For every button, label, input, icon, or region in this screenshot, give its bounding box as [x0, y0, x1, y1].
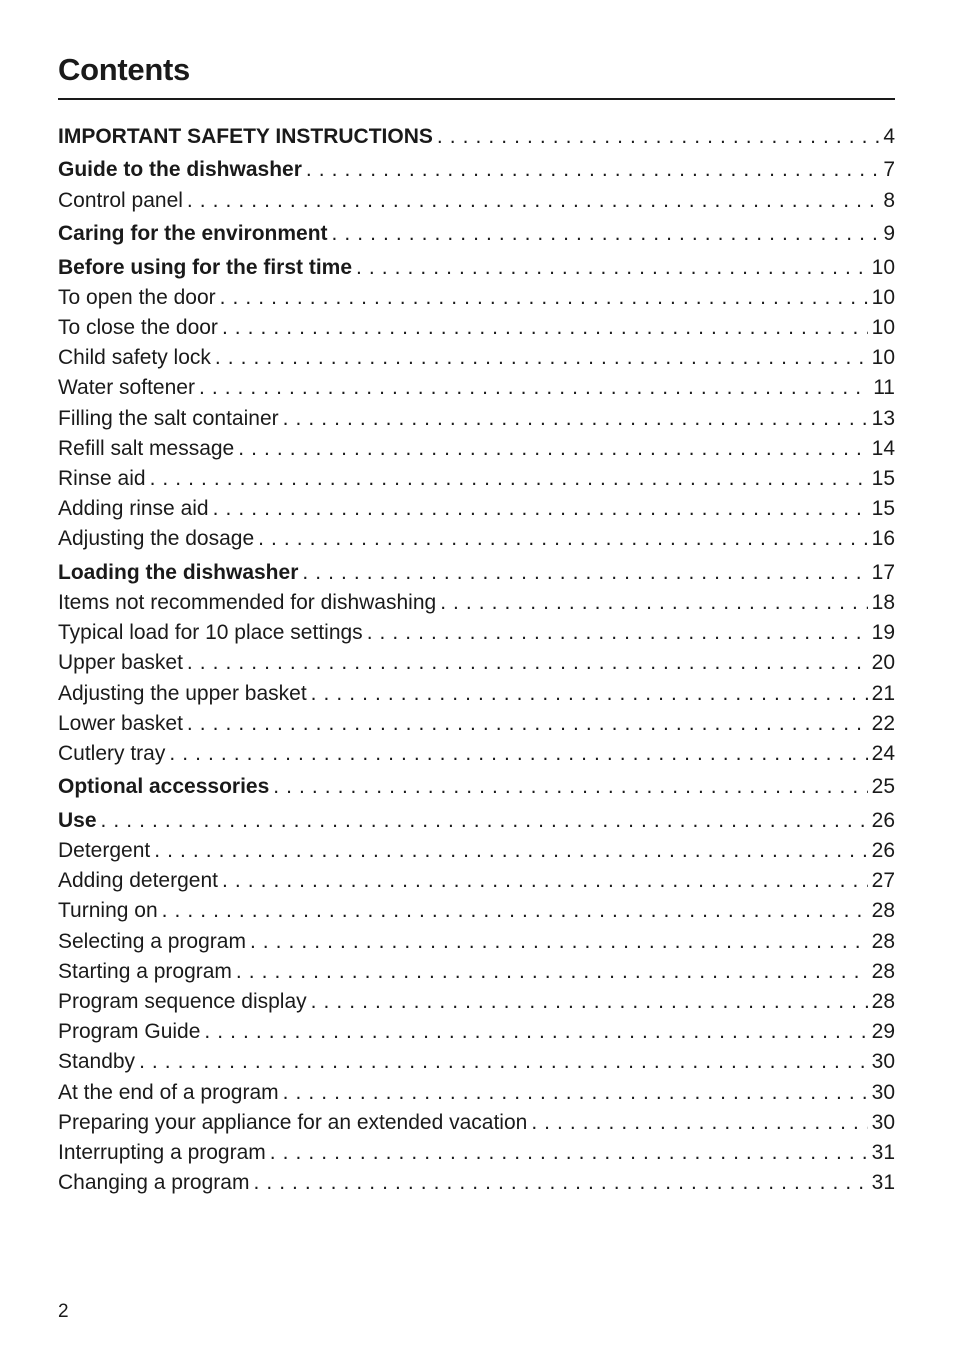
toc-entry-page: 28 — [868, 927, 895, 957]
dot-leader — [220, 283, 868, 313]
toc-entry[interactable] — [58, 1168, 895, 1198]
title-divider — [58, 98, 895, 100]
toc-entry-label: Guide to the dishwasher — [58, 155, 306, 185]
toc-entry-label: At the end of a program — [58, 1078, 283, 1108]
toc-entry[interactable] — [58, 1047, 895, 1077]
toc-entry-page: 26 — [868, 806, 895, 836]
dot-leader — [250, 927, 868, 957]
toc-entry-label: Items not recommended for dishwashing — [58, 588, 440, 618]
toc-entry[interactable] — [58, 957, 895, 987]
toc-entry-label: Refill salt message — [58, 434, 238, 464]
toc-entry-page: 10 — [868, 283, 895, 313]
dot-leader — [367, 618, 868, 648]
toc-entry-page: 24 — [868, 739, 895, 769]
toc-entry[interactable] — [58, 618, 895, 648]
toc-entry-page: 15 — [868, 464, 895, 494]
toc-entry[interactable] — [58, 186, 895, 216]
toc-entry[interactable] — [58, 836, 895, 866]
dot-leader — [101, 806, 868, 836]
toc-entry-label: To close the door — [58, 313, 222, 343]
toc-entry-page: 22 — [868, 709, 895, 739]
toc-entry-label: Turning on — [58, 896, 162, 926]
toc-entry-label: Upper basket — [58, 648, 187, 678]
toc-entry[interactable] — [58, 1138, 895, 1168]
toc-entry-label: Optional accessories — [58, 772, 273, 802]
toc-section-entry[interactable] — [58, 253, 895, 283]
toc-entry-page: 15 — [868, 494, 895, 524]
toc-entry[interactable] — [58, 373, 895, 403]
toc-entry-page: 10 — [868, 343, 895, 373]
toc-entry[interactable] — [58, 987, 895, 1017]
dot-leader — [213, 494, 868, 524]
toc-entry-page: 7 — [879, 155, 895, 185]
dot-leader — [222, 313, 868, 343]
toc-entry-label: Adjusting the dosage — [58, 524, 258, 554]
dot-leader — [311, 987, 868, 1017]
dot-leader — [332, 219, 880, 249]
dot-leader — [187, 648, 868, 678]
toc-entry-page: 21 — [868, 679, 895, 709]
toc-entry[interactable] — [58, 283, 895, 313]
toc-entry-page: 11 — [869, 373, 895, 403]
dot-leader — [222, 866, 868, 896]
toc-section-entry[interactable] — [58, 772, 895, 802]
toc-entry-label: Selecting a program — [58, 927, 250, 957]
toc-entry-page: 29 — [868, 1017, 895, 1047]
toc-section-entry[interactable] — [58, 558, 895, 588]
toc-entry-page: 16 — [868, 524, 895, 554]
toc-entry-label: Caring for the environment — [58, 219, 332, 249]
toc-section-entry[interactable] — [58, 155, 895, 185]
toc-entry-page: 4 — [879, 122, 895, 152]
toc-section-entry[interactable] — [58, 122, 895, 152]
toc-entry-label: Rinse aid — [58, 464, 150, 494]
toc-entry[interactable] — [58, 1017, 895, 1047]
toc-entry[interactable] — [58, 434, 895, 464]
dot-leader — [311, 679, 868, 709]
dot-leader — [531, 1108, 867, 1138]
toc-entry-label: Interrupting a program — [58, 1138, 270, 1168]
dot-leader — [154, 836, 867, 866]
toc-entry-page: 20 — [868, 648, 895, 678]
toc-entry-page: 13 — [868, 404, 895, 434]
toc-entry-page: 9 — [879, 219, 895, 249]
toc-entry-page: 26 — [868, 836, 895, 866]
toc-entry[interactable] — [58, 709, 895, 739]
toc-entry[interactable] — [58, 343, 895, 373]
toc-entry-page: 14 — [868, 434, 895, 464]
toc-entry-label: To open the door — [58, 283, 220, 313]
toc-entry-label: Child safety lock — [58, 343, 215, 373]
toc-entry-label: Use — [58, 806, 101, 836]
toc-entry-label: Starting a program — [58, 957, 236, 987]
toc-entry-label: Before using for the first time — [58, 253, 356, 283]
toc-entry-label: Program sequence display — [58, 987, 311, 1017]
toc-entry[interactable] — [58, 404, 895, 434]
toc-entry-page: 8 — [879, 186, 895, 216]
dot-leader — [283, 1078, 868, 1108]
dot-leader — [187, 709, 868, 739]
toc-entry-label: Filling the salt container — [58, 404, 283, 434]
toc-entry-page: 30 — [868, 1047, 895, 1077]
toc-entry-page: 30 — [868, 1108, 895, 1138]
toc-entry[interactable] — [58, 588, 895, 618]
toc-entry-label: Standby — [58, 1047, 139, 1077]
toc-entry-label: Adjusting the upper basket — [58, 679, 311, 709]
toc-entry[interactable] — [58, 679, 895, 709]
toc-entry-label: Typical load for 10 place settings — [58, 618, 367, 648]
toc-entry-page: 28 — [868, 987, 895, 1017]
toc-entry[interactable] — [58, 648, 895, 678]
toc-entry-label: Loading the dishwasher — [58, 558, 302, 588]
dot-leader — [273, 772, 867, 802]
toc-entry[interactable] — [58, 739, 895, 769]
toc-entry[interactable] — [58, 313, 895, 343]
toc-entry-label: Control panel — [58, 186, 187, 216]
dot-leader — [356, 253, 868, 283]
toc-entry-page: 27 — [868, 866, 895, 896]
toc-entry-label: Preparing your appliance for an extended vacation — [58, 1108, 531, 1138]
dot-leader — [199, 373, 869, 403]
toc-entry[interactable] — [58, 1108, 895, 1138]
toc-entry[interactable] — [58, 464, 895, 494]
toc-entry[interactable] — [58, 494, 895, 524]
toc-entry-page: 25 — [868, 772, 895, 802]
dot-leader — [302, 558, 867, 588]
toc-entry-page: 30 — [868, 1078, 895, 1108]
dot-leader — [236, 957, 868, 987]
dot-leader — [169, 739, 867, 769]
dot-leader — [283, 404, 868, 434]
dot-leader — [306, 155, 879, 185]
toc-entry-label: IMPORTANT SAFETY INSTRUCTIONS — [58, 122, 437, 152]
dot-leader — [437, 122, 879, 152]
dot-leader — [238, 434, 867, 464]
page-number: 2 — [58, 1301, 69, 1322]
toc-entry-label: Program Guide — [58, 1017, 204, 1047]
toc-entry[interactable] — [58, 896, 895, 926]
toc-entry-page: 10 — [868, 253, 895, 283]
dot-leader — [253, 1168, 867, 1198]
dot-leader — [204, 1017, 867, 1047]
toc-entry[interactable] — [58, 866, 895, 896]
toc-entry-label: Water softener — [58, 373, 199, 403]
page-title: Contents — [58, 52, 190, 87]
toc-entry[interactable] — [58, 927, 895, 957]
toc-entry[interactable] — [58, 524, 895, 554]
toc-section-entry[interactable] — [58, 806, 895, 836]
toc-entry-label: Changing a program — [58, 1168, 253, 1198]
dot-leader — [258, 524, 867, 554]
toc-entry-label: Adding rinse aid — [58, 494, 213, 524]
toc-entry-page: 18 — [868, 588, 895, 618]
toc-entry-page: 10 — [868, 313, 895, 343]
toc-entry-page: 17 — [868, 558, 895, 588]
dot-leader — [162, 896, 868, 926]
toc-entry[interactable] — [58, 1078, 895, 1108]
dot-leader — [187, 186, 879, 216]
toc-section-entry[interactable] — [58, 219, 895, 249]
toc-entry-label: Adding detergent — [58, 866, 222, 896]
dot-leader — [215, 343, 868, 373]
toc-entry-page: 28 — [868, 957, 895, 987]
dot-leader — [139, 1047, 868, 1077]
dot-leader — [270, 1138, 868, 1168]
toc-entry-label: Detergent — [58, 836, 154, 866]
toc-entry-label: Cutlery tray — [58, 739, 169, 769]
dot-leader — [150, 464, 868, 494]
toc-entry-page: 31 — [868, 1168, 895, 1198]
toc-entry-page: 31 — [868, 1138, 895, 1168]
toc-entry-page: 19 — [868, 618, 895, 648]
toc-entry-label: Lower basket — [58, 709, 187, 739]
dot-leader — [440, 588, 867, 618]
table-of-contents — [58, 122, 895, 1198]
toc-entry-page: 28 — [868, 896, 895, 926]
